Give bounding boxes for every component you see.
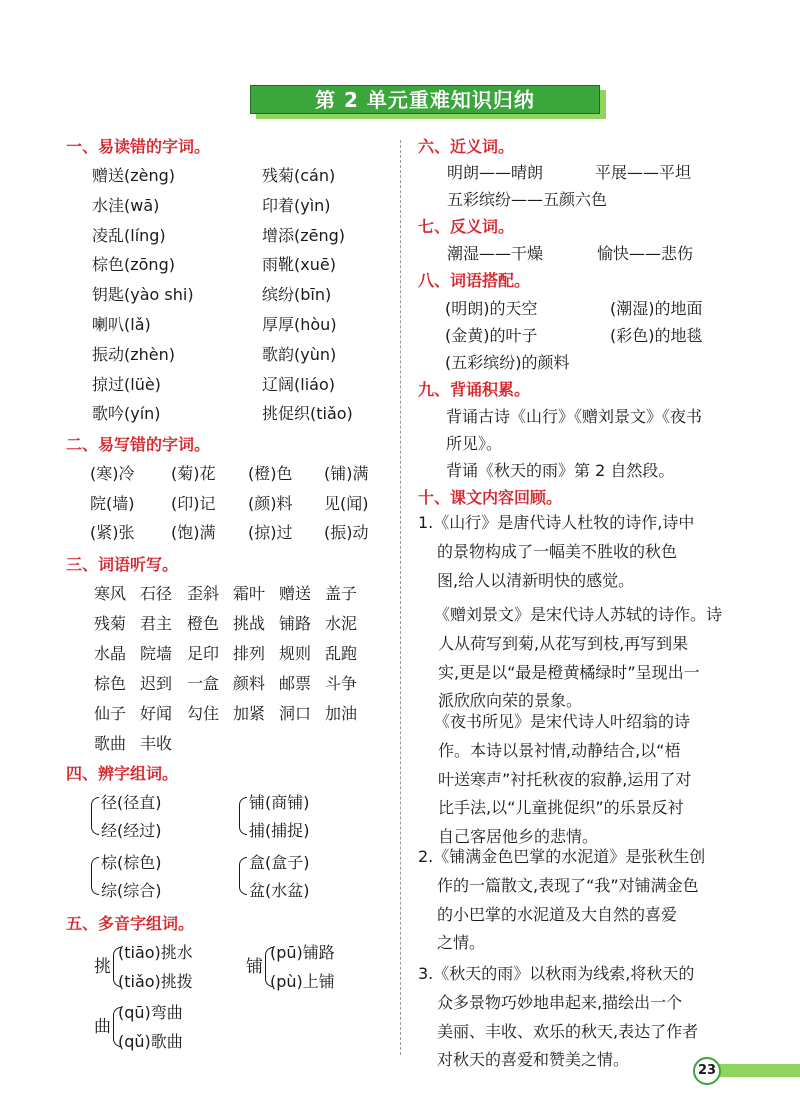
column-divider [400,140,401,1055]
collocation: (五彩缤纷)的颜料 [445,353,570,372]
section-2-heading: 二、易写错的字词。 [66,435,211,454]
dictation-word: 足印 [187,644,220,663]
collocation: (彩色)的地毯 [610,326,703,345]
synonym-pair: 五彩缤纷——五颜六色 [447,190,608,209]
polyphonic-char: 挑 [94,957,111,977]
polyphonic-reading: (qǔ)歌曲 [118,1032,183,1051]
dictation-word: 铺路 [279,614,312,633]
review-line: 叶送寒声”衬托秋夜的寂静,运用了对 [438,769,692,789]
miswrite-word: 院(墙) [90,493,135,513]
dictation-word: 洞口 [279,704,312,723]
review-line: 3.《秋天的雨》以秋雨为线索,将秋天的 [418,964,695,983]
section-3-heading: 三、词语听写。 [66,555,179,574]
misread-word: 厚厚(hòu) [262,315,337,334]
dictation-word: 挑战 [233,614,266,633]
misread-word: 凌乱(líng) [92,225,166,245]
dictation-word: 排列 [233,644,266,663]
polyphonic-reading: (qū)弯曲 [118,1003,183,1022]
misread-word: 残菊(cán) [262,166,336,185]
dictation-word: 残菊 [94,614,127,633]
dictation-word: 仙子 [94,704,127,723]
dictation-word: 歪斜 [187,584,220,603]
antonym-pair: 愉快——悲伤 [597,244,694,263]
section-1-heading: 一、易读错的字词。 [66,137,211,156]
review-line: 图,给人以清新明快的感觉。 [437,570,635,590]
polyphonic-reading: (pù)上铺 [270,972,335,991]
compare-item: 棕(棕色) [101,853,162,872]
miswrite-word: (铺)满 [324,464,369,483]
miswrite-word: (橙)色 [248,464,293,483]
dictation-word: 规则 [279,644,312,663]
review-line: 的景物构成了一幅美不胜收的秋色 [437,541,678,561]
miswrite-word: (印)记 [171,493,216,513]
misread-word: 歌韵(yùn) [262,344,337,364]
polyphonic-reading: (tiǎo)挑拨 [118,972,193,991]
review-line: 之情。 [437,933,486,953]
review-line: 比手法,以“儿童挑促织”的乐景反衬 [438,798,684,818]
synonym-pair: 平展——平坦 [595,163,692,182]
polyphonic-char: 曲 [94,1017,111,1037]
review-line: 作的一篇散文,表现了“我”对铺满金色 [437,875,699,895]
misread-word: 赠送(zèng) [92,166,176,185]
dictation-word: 颜料 [233,674,266,693]
miswrite-word: 见(闻) [324,493,369,513]
review-line: 《赠刘景文》是宋代诗人苏轼的诗作。诗 [434,605,723,624]
misread-word: 缤纷(bīn) [262,285,332,305]
review-line: 实,更是以“最是橙黄橘绿时”呈现出一 [438,662,700,682]
section-7-heading: 七、反义词。 [418,217,515,236]
misread-word: 印着(yìn) [262,195,331,215]
dictation-word: 橙色 [187,614,220,633]
misread-word: 辽阔(liáo) [262,374,335,394]
section-4-heading: 四、辨字组词。 [66,764,179,783]
title-banner [250,85,606,119]
review-line: 的小巴掌的水泥道及大自然的喜爱 [437,904,678,924]
review-line: 派欣欣向荣的景象。 [438,691,583,711]
dictation-word: 石径 [140,584,173,603]
misread-word: 掠过(lüè) [92,374,161,394]
recite-line: 背诵《秋天的雨》第 2 自然段。 [446,461,675,480]
misread-word: 棕色(zōng) [92,255,175,275]
compare-item: 捕(捕捉) [249,821,310,840]
dictation-word: 加紧 [233,704,266,723]
dictation-word: 水泥 [325,614,358,633]
dictation-word: 邮票 [279,674,312,693]
synonym-pair: 明朗——晴朗 [447,163,544,182]
collocation: (潮湿)的地面 [610,299,703,318]
dictation-word: 寒风 [94,584,127,603]
dictation-word: 院墙 [140,644,173,663]
dictation-word: 加油 [325,704,358,723]
review-line: 1.《山行》是唐代诗人杜牧的诗作,诗中 [418,513,695,532]
misread-word: 钥匙(yào shi) [92,285,194,305]
compare-item: 经(经过) [101,821,162,840]
miswrite-word: (掠)过 [248,523,293,542]
miswrite-word: (饱)满 [171,523,216,542]
section-10-heading: 十、课文内容回顾。 [418,488,563,507]
polyphonic-reading: (pū)铺路 [270,943,335,962]
brace [91,857,99,895]
collocation: (金黄)的叶子 [445,326,538,345]
misread-word: 挑促织(tiǎo) [262,404,353,424]
dictation-word: 歌曲 [94,734,127,753]
review-line: 美丽、丰收、欢乐的秋天,表达了作者 [437,1021,699,1041]
compare-item: 综(综合) [101,881,162,900]
misread-word: 雨靴(xuē) [262,255,336,275]
compare-item: 盒(盒子) [249,853,310,872]
review-line: 对秋天的喜爱和赞美之情。 [437,1050,630,1070]
brace [239,857,247,895]
dictation-word: 好闻 [140,704,173,723]
dictation-word: 丰收 [140,734,173,753]
misread-word: 歌吟(yín) [92,404,161,424]
miswrite-word: (菊)花 [171,464,216,483]
polyphonic-char: 铺 [246,957,263,977]
dictation-word: 盖子 [325,584,358,603]
page-number: 23 [693,1057,721,1085]
miswrite-word: (颜)料 [248,493,293,513]
recite-line: 所见》。 [446,434,503,453]
dictation-word: 乱跑 [325,644,358,663]
review-line: 《夜书所见》是宋代诗人叶绍翁的诗 [434,712,691,731]
recite-line: 背诵古诗《山行》《赠刘景文》《夜书 [446,407,703,426]
dictation-word: 迟到 [140,674,173,693]
misread-word: 喇叭(lǎ) [92,315,151,334]
review-line: 作。本诗以景衬情,动静结合,以“梧 [438,740,681,760]
brace [91,797,99,835]
dictation-word: 水晶 [94,644,127,663]
misread-word: 振动(zhèn) [92,344,176,364]
page-title: 第 2 单元重难知识归纳 [250,85,600,114]
dictation-word: 一盒 [187,674,220,693]
review-line: 2.《铺满金色巴掌的水泥道》是张秋生创 [418,847,706,866]
review-line: 自己客居他乡的悲情。 [438,827,599,847]
compare-item: 径(径直) [101,793,162,812]
polyphonic-reading: (tiāo)挑水 [118,943,193,962]
section-5-heading: 五、多音字组词。 [66,914,195,933]
review-line: 众多景物巧妙地串起来,描绘出一个 [437,992,683,1012]
section-9-heading: 九、背诵积累。 [418,380,531,399]
misread-word: 增添(zēng) [262,225,346,245]
dictation-word: 君主 [140,614,173,633]
collocation: (明朗)的天空 [445,299,538,318]
dictation-word: 赠送 [279,584,312,603]
brace [239,797,247,835]
compare-item: 盆(水盆) [249,881,310,900]
dictation-word: 棕色 [94,674,127,693]
dictation-word: 勾住 [187,704,220,723]
section-8-heading: 八、词语搭配。 [418,271,531,290]
compare-item: 铺(商铺) [249,793,310,812]
miswrite-word: (寒)冷 [90,464,135,483]
section-6-heading: 六、近义词。 [418,137,515,156]
misread-word: 水洼(wā) [92,195,160,215]
dictation-word: 霜叶 [233,584,266,603]
dictation-word: 斗争 [325,674,358,693]
miswrite-word: (紧)张 [90,523,135,542]
miswrite-word: (振)动 [324,523,369,542]
antonym-pair: 潮湿——干燥 [447,244,544,263]
review-line: 人从荷写到菊,从花写到枝,再写到果 [438,633,689,653]
